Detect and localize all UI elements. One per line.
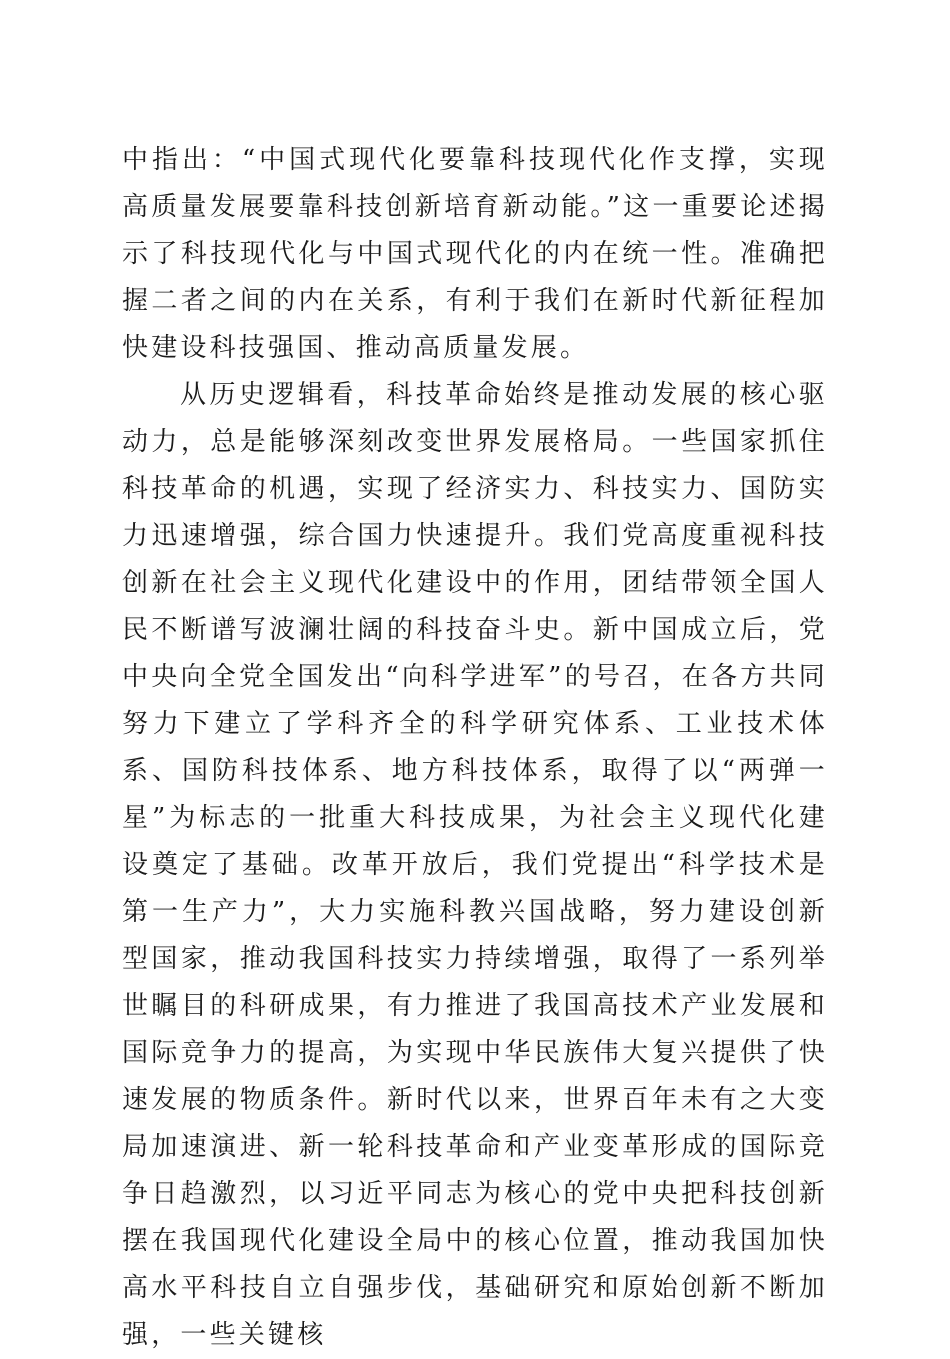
paragraph-continuation: 中指出：“中国式现代化要靠科技现代化作支撑，实现高质量发展要靠科技创新培育新动能。”这一重要论述揭示了科技现代化与中国式现代化的内在统一性。准确把握二者之间的内在关系，有利于我们在新时代新征程加快建设科技强国、推动高质量发展。 [122,145,828,363]
paragraph-historical-logic: 从历史逻辑看，科技革命始终是推动发展的核心驱动力，总是能够深刻改变世界发展格局。一些国家抓住科技革命的机遇，实现了经济实力、科技实力、国防实力迅速增强，综合国力快速提升。我们党高度重视科技创新在社会主义现代化建设中的作用，团结带领全国人民不断谱写波澜壮阔的科技奋斗史。新中国成立后，党中央向全党全国发出“向科学进军”的号召，在各方共同努力下建立了学科齐全的科学研究体系、工业技术体系、国防科技体系、地方科技体系，取得了以“两弹一星”为标志的一批重大科技成果，为社会主义现代化建设奠定了基础。改革开放后，我们党提出“科学技术是第一生产力”，大力实施科教兴国战略，努力建设创新型国家，推动我国科技实力持续增强，取得了一系列举世瞩目的科研成果，有力推进了我国高技术产业发展和国际竞争力的提高，为实现中华民族伟大复兴提供了快速发展的物质条件。新时代以来，世界百年未有之大变局加速演进、新一轮科技革命和产业变革形成的国际竞争日趋激烈，以习近平同志为核心的党中央把科技创新摆在我国现代化建设全局中的核心位置，推动我国加快高水平科技自立自强步伐，基础研究和原始创新不断加强，一些关键核 [122,380,828,1350]
document-body [122,137,828,1359]
